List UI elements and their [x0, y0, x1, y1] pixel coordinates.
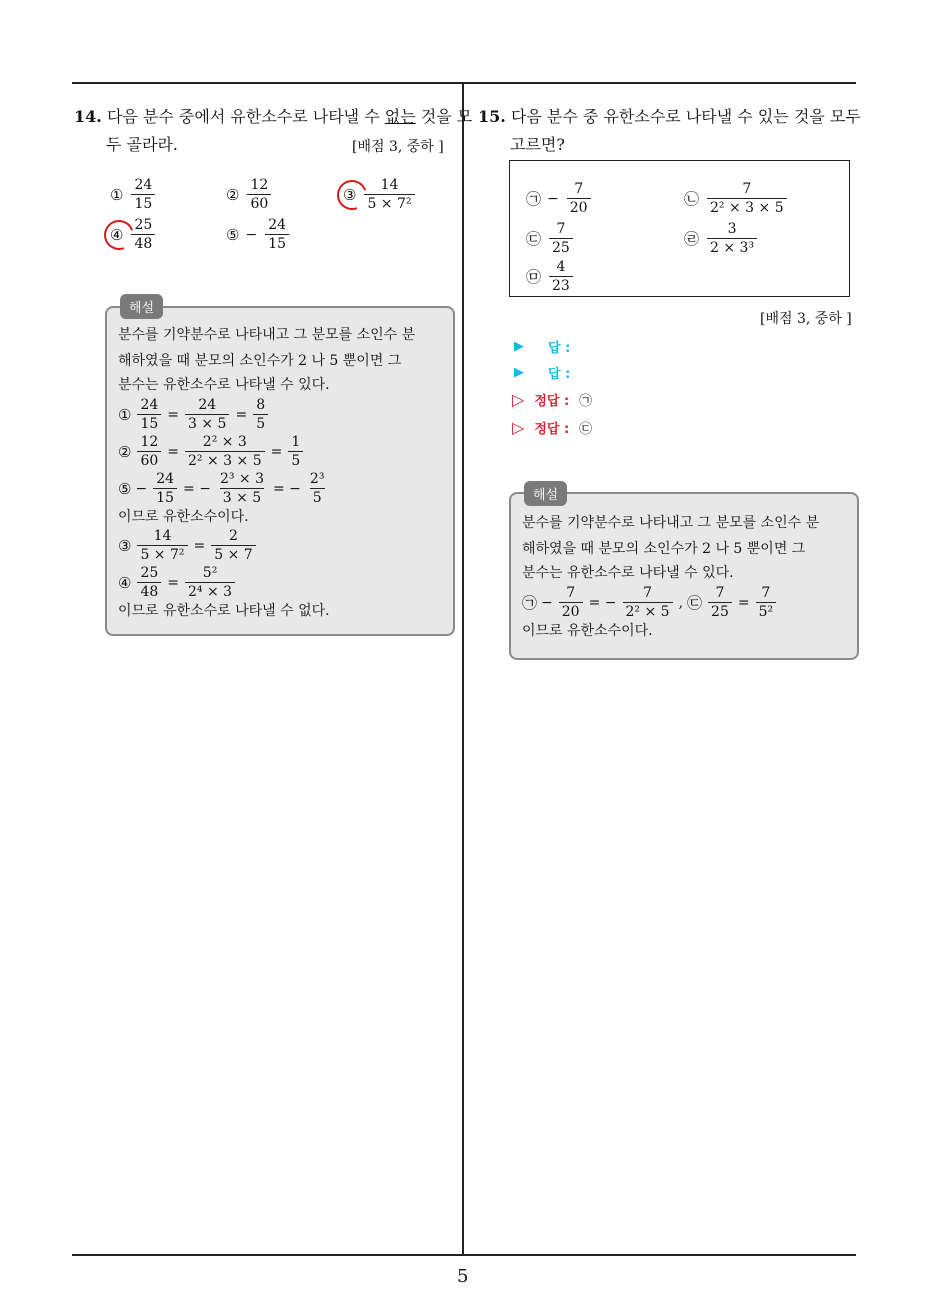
q15-option-e[interactable]: ㉤ $\frac{4}{23}$	[526, 258, 575, 295]
q15-line1	[478, 102, 861, 132]
q14-option-5[interactable]	[226, 216, 291, 253]
q14-line1	[74, 102, 472, 132]
expl-eq-5: ④ $\frac{25}{48}$ = $\frac{\text{5²}}{\text{2⁴ × 3}}$	[118, 564, 448, 601]
q15-option-a[interactable]: ㉠ − $\frac{7}{20}$	[526, 180, 593, 217]
expl-eq-3: ⑤ − $\frac{24}{15}$ = − $\frac{\text{2³ × 3}}{3 \times 5}$ = − $\frac{\text{2³}}{5}$	[118, 471, 325, 506]
q15-number: 15.	[478, 107, 506, 126]
q14-number: 14.	[74, 107, 102, 126]
option-mark: ②	[226, 185, 240, 204]
q14-text-underlined: 없는	[384, 107, 416, 126]
correct-answer-label: 정답 :	[534, 422, 570, 437]
expl-conclusion-1: 이므로 유한소수이다.	[118, 509, 249, 525]
expl-paragraph: 해하였을 때 분모의 소인수가 2 나 5 뿐이면 그	[522, 541, 806, 557]
q15-option-d[interactable]: ㉣ $\frac{3}{\text{2 × 3³}}$	[684, 220, 759, 257]
expl-paragraph: 분수를 기약분수로 나타내고 그 분모를 소인수 분	[118, 327, 416, 343]
option-mark: ⑤	[226, 225, 240, 244]
fraction: $\frac{24}{15}$	[131, 176, 155, 213]
answer-row-2	[514, 363, 580, 382]
correct-answer-label: 정답 :	[534, 394, 570, 409]
outline-arrow-icon: ▷	[512, 390, 525, 409]
expl-paragraph: 분수를 기약분수로 나타내고 그 분모를 소인수 분	[522, 515, 820, 531]
q14-option-2[interactable]	[226, 176, 273, 213]
q14-explanation-tag: 해설	[120, 294, 163, 319]
answer-label: 답 :	[548, 367, 571, 382]
q14-option-4[interactable]	[110, 216, 157, 253]
q14-text-a: 다음 분수 중에서 유한소수로 나타낼 수	[106, 107, 380, 126]
expl-eq: ㉠ − $\frac{7}{20}$ = − $\frac{7}{\text{2² × 5}}$ , ㉢ $\frac{7}{25}$ = $\frac{7}{\text{5²}}$	[522, 584, 852, 621]
fraction: $\frac{24}{15}$	[265, 216, 289, 253]
q15-explanation-tag: 해설	[524, 481, 567, 506]
q15-score: [배점 3, 중하 ]	[760, 311, 852, 327]
q15-explanation-body	[522, 510, 852, 641]
play-arrow-icon: ▶	[514, 339, 524, 354]
minus-sign: −	[245, 226, 258, 243]
column-divider	[462, 83, 464, 1255]
expl-eq-1: ① $\frac{24}{15}$ = $\frac{24}{3 \times 5}$ = $\frac{8}{5}$	[118, 396, 448, 433]
expl-eq-2: ② $\frac{12}{60}$ = $\frac{\text{2² × 3}}{\text{2² × 3 × 5}}$ = $\frac{1}{5}$	[118, 433, 448, 470]
expl-paragraph: 해하였을 때 분모의 소인수가 2 나 5 뿐이면 그	[118, 353, 402, 369]
option-mark-selected: ③	[343, 186, 356, 204]
option-mark-selected: ④	[110, 226, 123, 244]
expl-conclusion-2: 이므로 유한소수로 나타낼 수 없다.	[118, 603, 330, 619]
q15-line2: 고르면?	[510, 135, 565, 154]
expl-paragraph: 분수는 유한소수로 나타낼 수 있다.	[118, 377, 330, 393]
correct-answer-row-2	[512, 418, 592, 437]
q14-option-1[interactable]	[110, 176, 157, 213]
expl-conclusion: 이므로 유한소수이다.	[522, 623, 653, 639]
q14-option-3[interactable]	[343, 176, 417, 213]
page-number: 5	[457, 1266, 469, 1287]
q14-text-b: 것을 모	[420, 107, 473, 126]
correct-answer-value: ㉢	[579, 422, 593, 437]
fraction: $\frac{25}{48}$	[131, 216, 155, 253]
outline-arrow-icon: ▷	[512, 418, 525, 437]
q15-text: 다음 분수 중 유한소수로 나타낼 수 있는 것을 모두	[510, 107, 861, 126]
q15-option-b[interactable]: ㉡ $\frac{7}{\text{2² × 3 × 5}}$	[684, 180, 789, 217]
fraction: $\frac{12}{60}$	[247, 176, 271, 213]
top-rule	[72, 82, 856, 84]
fraction: $\frac{14}{\text{5 × 7²}}$	[364, 176, 414, 213]
q14-line2: 두 골라라.	[106, 135, 178, 154]
bottom-rule	[72, 1254, 856, 1256]
q14-explanation-body	[118, 322, 448, 621]
q14-score: [배점 3, 중하 ]	[352, 139, 444, 155]
answer-label: 답 :	[548, 341, 571, 356]
answer-row-1	[514, 337, 580, 356]
expl-paragraph: 분수는 유한소수로 나타낼 수 있다.	[522, 565, 734, 581]
q15-option-c[interactable]: ㉢ $\frac{7}{25}$	[526, 220, 575, 257]
expl-eq-4: ③ $\frac{14}{\text{5 × 7²}}$ = $\frac{2}{5 \times 7}$	[118, 527, 448, 564]
play-arrow-icon: ▶	[514, 365, 524, 380]
option-mark: ①	[110, 185, 124, 204]
correct-answer-value: ㉠	[579, 394, 593, 409]
correct-answer-row-1	[512, 390, 592, 409]
